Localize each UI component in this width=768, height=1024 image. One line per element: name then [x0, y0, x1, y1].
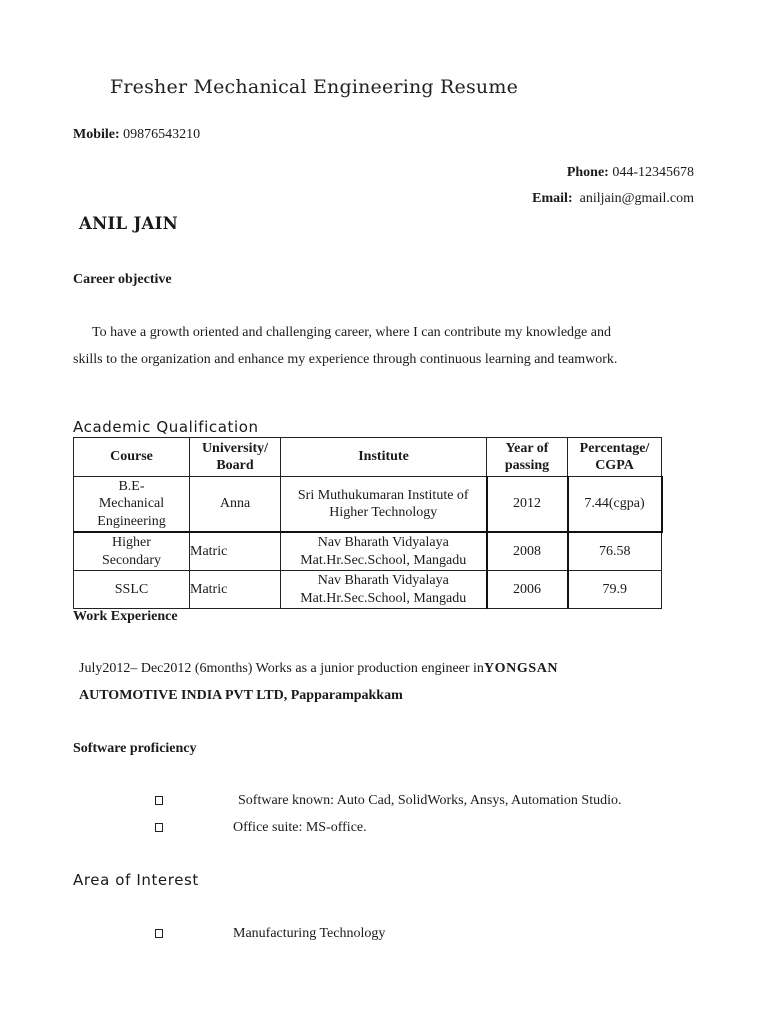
interest-item-text: Manufacturing Technology	[233, 926, 386, 941]
year-cell: 2012	[487, 477, 568, 533]
academic-heading: Academic Qualification	[73, 418, 259, 436]
work-line-2: AUTOMOTIVE INDIA PVT LTD, Papparampakkam	[79, 688, 403, 703]
phone-value: 044-12345678	[612, 165, 694, 180]
email-value: aniljain@gmail.com	[579, 191, 694, 206]
institute-cell: Nav Bharath Vidyalaya Mat.Hr.Sec.School, Mangadu	[281, 532, 487, 571]
work-line-1	[79, 661, 558, 677]
email-label: Email:	[532, 191, 573, 206]
board-cell: Anna	[190, 477, 281, 533]
mobile-line	[73, 127, 200, 143]
header-university: University/ Board	[190, 438, 281, 477]
interest-heading: Area of Interest	[73, 871, 199, 889]
header-year: Year of passing	[487, 438, 568, 477]
header-percentage: Percentage/ CGPA	[568, 438, 662, 477]
company-name-part: YONGSAN	[483, 661, 559, 676]
square-bullet-icon	[155, 929, 163, 938]
work-heading: Work Experience	[73, 609, 178, 624]
table-row	[74, 477, 662, 533]
board-cell: Matric	[190, 532, 281, 571]
course-cell: SSLC	[74, 571, 190, 609]
phone-label: Phone:	[566, 165, 609, 180]
software-item	[155, 820, 163, 836]
square-bullet-icon	[155, 823, 163, 832]
work-text: July2012– Dec2012 (6months) Works as a junior production engineer in	[79, 661, 484, 676]
software-heading: Software proficiency	[73, 741, 197, 756]
year-cell: 2006	[487, 571, 568, 609]
table-row	[74, 532, 662, 571]
phone-line	[567, 165, 694, 181]
header-course: Course	[74, 438, 190, 477]
candidate-name: ANIL JAIN	[79, 214, 179, 233]
software-item-text: Office suite: MS-office.	[233, 820, 367, 835]
academic-table	[73, 437, 663, 609]
interest-item	[155, 926, 163, 942]
square-bullet-icon	[155, 796, 163, 805]
software-item-text: Software known: Auto Cad, SolidWorks, Ansys, Automation Studio.	[238, 793, 622, 808]
career-line-2: skills to the organization and enhance my experience through continuous learning and teamwork.	[73, 352, 618, 367]
header-institute: Institute	[281, 438, 487, 477]
score-cell: 76.58	[568, 532, 662, 571]
institute-cell: Nav Bharath Vidyalaya Mat.Hr.Sec.School, Mangadu	[281, 571, 487, 609]
mobile-label: Mobile:	[73, 127, 120, 142]
software-item	[155, 793, 163, 809]
course-cell: Higher Secondary	[74, 532, 190, 571]
year-cell: 2008	[487, 532, 568, 571]
resume-title: Fresher Mechanical Engineering Resume	[110, 76, 519, 98]
table-header-row	[74, 438, 662, 477]
score-cell: 79.9	[568, 571, 662, 609]
email-line	[532, 191, 694, 207]
career-line-1: To have a growth oriented and challenging career, where I can contribute my knowledge and	[92, 325, 611, 340]
score-cell: 7.44(cgpa)	[568, 477, 662, 533]
mobile-value: 09876543210	[123, 127, 201, 142]
board-cell: Matric	[190, 571, 281, 609]
career-heading: Career objective	[73, 272, 172, 287]
course-cell: B.E- Mechanical Engineering	[74, 477, 190, 533]
institute-cell: Sri Muthukumaran Institute of Higher Technology	[281, 477, 487, 533]
table-row	[74, 571, 662, 609]
